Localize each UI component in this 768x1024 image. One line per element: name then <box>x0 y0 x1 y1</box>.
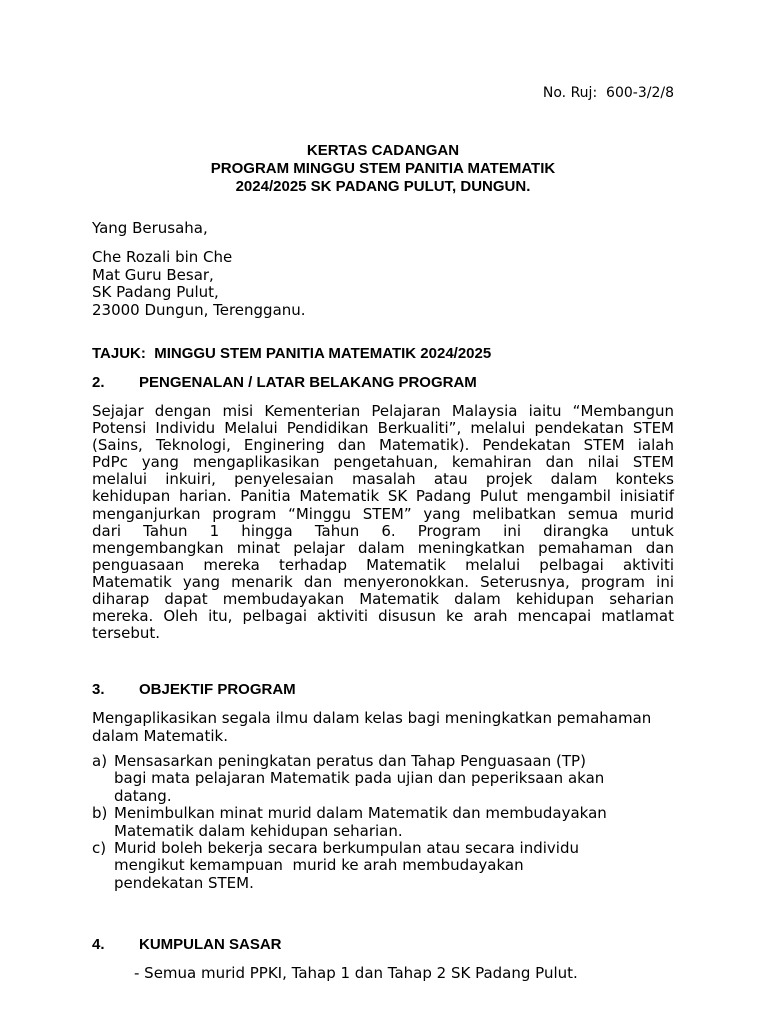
paragraph-line: tersebut. <box>92 624 160 643</box>
title-line: KERTAS CADANGAN <box>306 142 460 159</box>
reference-number: No. Ruj: 600-3/2/8 <box>542 85 674 101</box>
paragraph-line: mereka. Oleh itu, pelbagai aktiviti disusun ke arah mencapai matlamat <box>92 607 674 626</box>
paragraph-line: kehidupan harian. Panitia Matematik SK Padang Pulut mengambil inisiatif <box>92 487 674 506</box>
section-3-heading <box>92 681 296 699</box>
section-number: 3. <box>92 681 105 698</box>
document-title <box>92 142 674 196</box>
paragraph-line: penguasaan mereka terhadap Matematik melalui pelbagai aktiviti <box>92 555 674 574</box>
tajuk-heading <box>92 345 491 363</box>
objective-line: datang. <box>114 786 172 805</box>
list-marker: b) <box>92 804 108 823</box>
intro-line: dalam Matematik. <box>92 726 229 745</box>
paragraph-line: diharap dapat membudayakan Matematik dalam kehidupan seharian <box>92 590 674 609</box>
objectives-list <box>92 753 607 892</box>
objective-line: bagi mata pelajaran Matematik pada ujian dan peperiksaan akan <box>114 769 605 788</box>
section-number: 4. <box>92 936 105 953</box>
paragraph-line: dari Tahun 1 hingga Tahun 6. Program ini dirangka untuk <box>92 521 674 540</box>
tajuk-text: TAJUK: MINGGU STEM PANITIA MATEMATIK 2024/2025 <box>92 345 492 362</box>
section-title: PENGENALAN / LATAR BELAKANG PROGRAM <box>139 374 477 391</box>
objective-item <box>92 753 607 805</box>
address-line: SK Padang Pulut, <box>92 283 219 301</box>
salutation: Yang Berusaha, <box>92 219 208 237</box>
objective-item <box>92 840 607 892</box>
objective-line: Menimbulkan minat murid dalam Matematik dan membudayakan <box>114 804 607 823</box>
objective-item <box>92 805 607 840</box>
paragraph-line: Potensi Individu Melalui Pendidikan Berkualiti”, melalui pendekatan STEM <box>92 419 674 438</box>
paragraph-line: mengembangkan minat pelajar dalam meningkatkan pemahaman dan <box>92 538 674 557</box>
address-line: Mat Guru Besar, <box>92 265 214 284</box>
objective-line: Matematik dalam kehidupan seharian. <box>114 821 403 840</box>
paragraph-line: PdPc yang mengaplikasikan pengetahuan, kemahiran dan nilai STEM <box>92 453 674 472</box>
section-title: OBJEKTIF PROGRAM <box>139 681 296 698</box>
objective-line: mengikut kemampuan murid ke arah membudayakan <box>114 856 524 875</box>
section-4-heading <box>92 936 282 954</box>
objective-line: Mensasarkan peningkatan peratus dan Tahap Penguasaan (TP) <box>114 752 586 770</box>
address-line: 23000 Dungun, Terengganu. <box>92 300 306 319</box>
paragraph-line: Sejajar dengan misi Kementerian Pelajaran Malaysia iaitu “Membangun <box>92 402 674 420</box>
address-line: Che Rozali bin Che <box>92 248 233 266</box>
objective-line: Murid boleh bekerja secara berkumpulan atau secara individu <box>114 839 579 858</box>
section-3-intro <box>92 710 651 745</box>
section-title: KUMPULAN SASAR <box>139 936 282 953</box>
intro-line: Mengaplikasikan segala ilmu dalam kelas bagi meningkatkan pemahaman <box>92 709 652 727</box>
section-2-heading <box>92 374 477 392</box>
paragraph-line: Matematik yang menarik dan menyeronokkan. Seterusnya, program ini <box>92 572 674 591</box>
recipient-address <box>92 249 306 319</box>
list-marker: c) <box>92 839 107 858</box>
target-group-text: - Semua murid PPKI, Tahap 1 dan Tahap 2 SK Padang Pulut. <box>134 964 578 982</box>
paragraph-line: melalui inkuiri, penyelesaian masalah atau projek dalam konteks <box>92 470 674 489</box>
paragraph-line: menganjurkan program “Minggu STEM” yang melibatkan semua murid <box>92 504 674 523</box>
section-number: 2. <box>92 374 105 391</box>
objective-line: pendekatan STEM. <box>114 873 254 892</box>
paragraph-line: (Sains, Teknologi, Enginering dan Matematik). Pendekatan STEM ialah <box>92 436 674 455</box>
list-marker: a) <box>92 752 108 770</box>
title-line: 2024/2025 SK PADANG PULUT, DUNGUN. <box>235 178 531 195</box>
section-2-paragraph <box>92 403 674 642</box>
title-line: PROGRAM MINGGU STEM PANITIA MATEMATIK <box>210 160 556 177</box>
